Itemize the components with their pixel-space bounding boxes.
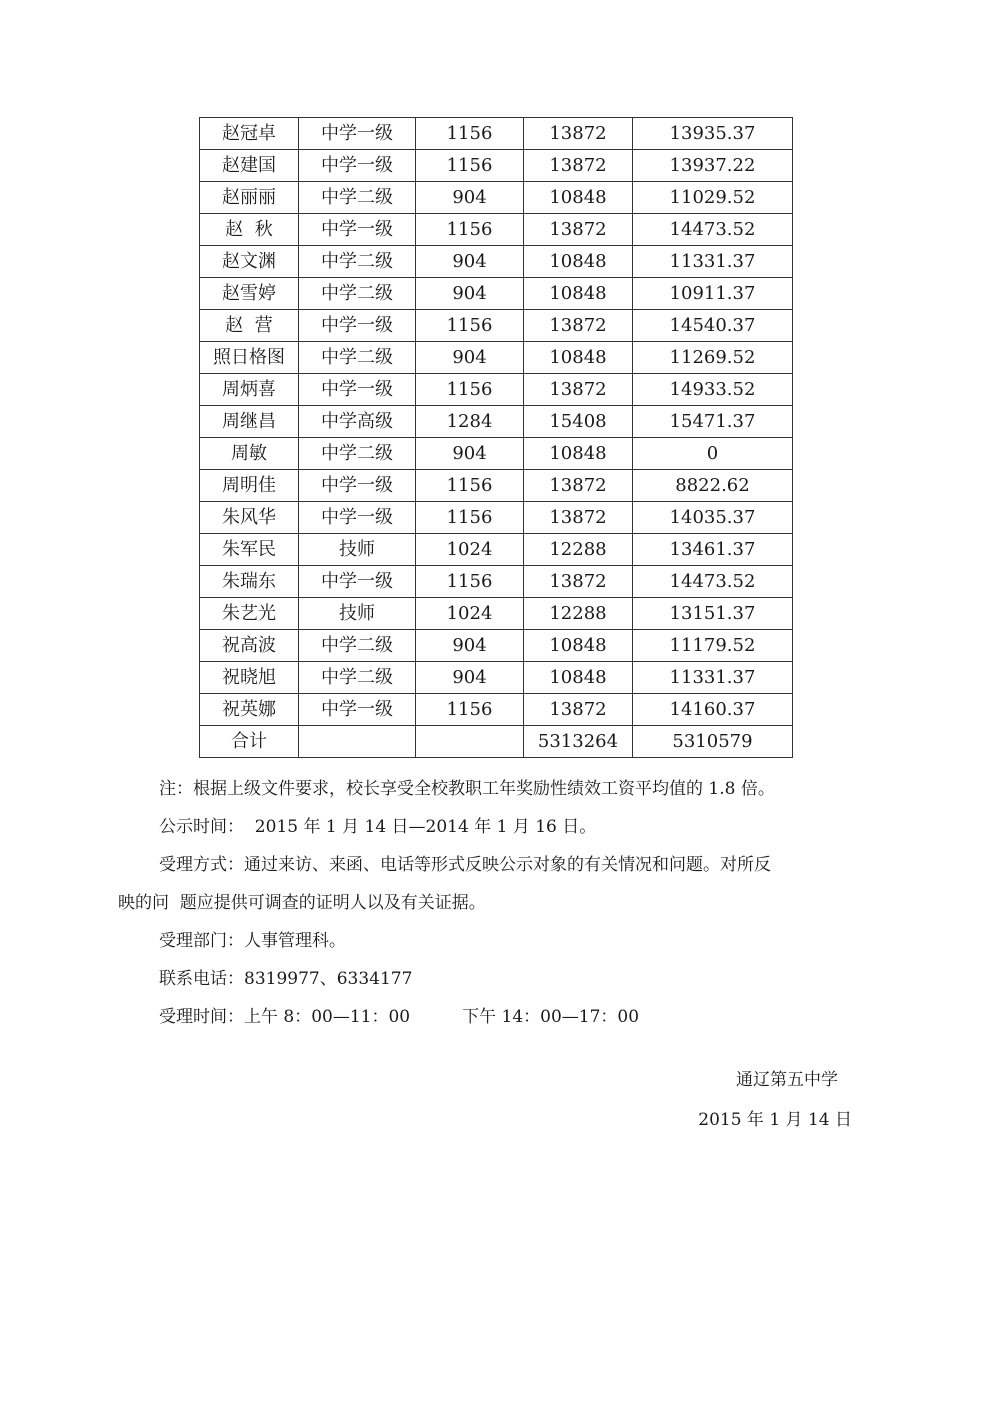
cell-actual: 11029.52 (633, 182, 793, 214)
total-label: 合计 (200, 726, 299, 758)
principal-note: 注：根据上级文件要求，校长享受全校教职工年奖励性绩效工资平均值的 1.8 倍。 (159, 779, 775, 799)
cell-name: 朱军民 (200, 534, 299, 566)
cell-total: 13872 (524, 502, 633, 534)
table-row (200, 470, 793, 502)
table-row (200, 406, 793, 438)
cell-total: 13872 (524, 310, 633, 342)
cell-actual: 11179.52 (633, 630, 793, 662)
cell-base: 1024 (416, 598, 524, 630)
cell-grade: 中学一级 (299, 374, 416, 406)
cell-grade: 中学一级 (299, 214, 416, 246)
total-row (200, 726, 793, 758)
cell-base: 904 (416, 246, 524, 278)
table-row (200, 694, 793, 726)
table-row (200, 118, 793, 150)
cell-actual: 14473.52 (633, 566, 793, 598)
acceptance-method-line1: 受理方式：通过来访、来函、电话等形式反映公示对象的有关情况和问题。对所反 (159, 855, 771, 875)
cell-grade: 中学高级 (299, 406, 416, 438)
contact-phone: 联系电话：8319977、6334177 (159, 969, 413, 989)
table-row (200, 502, 793, 534)
total-base-empty (416, 726, 524, 758)
cell-name: 周炳喜 (200, 374, 299, 406)
total-grade-empty (299, 726, 416, 758)
cell-name: 赵文渊 (200, 246, 299, 278)
cell-base: 904 (416, 630, 524, 662)
table-row (200, 566, 793, 598)
cell-grade: 中学一级 (299, 310, 416, 342)
cell-total: 10848 (524, 438, 633, 470)
cell-base: 1156 (416, 150, 524, 182)
table-row (200, 150, 793, 182)
cell-base: 1156 (416, 502, 524, 534)
cell-grade: 技师 (299, 534, 416, 566)
cell-total: 10848 (524, 246, 633, 278)
cell-name: 赵雪婷 (200, 278, 299, 310)
table-row (200, 214, 793, 246)
cell-grade: 中学一级 (299, 118, 416, 150)
cell-name: 祝高波 (200, 630, 299, 662)
cell-name: 赵 秋 (200, 214, 299, 246)
table-row (200, 662, 793, 694)
cell-base: 1156 (416, 566, 524, 598)
cell-base: 1156 (416, 374, 524, 406)
cell-base: 904 (416, 182, 524, 214)
cell-grade: 中学二级 (299, 342, 416, 374)
cell-name: 朱风华 (200, 502, 299, 534)
acceptance-method-line2: 映的问 题应提供可调查的证明人以及有关证据。 (118, 893, 486, 913)
cell-name: 祝晓旭 (200, 662, 299, 694)
cell-name: 赵冠卓 (200, 118, 299, 150)
cell-base: 1156 (416, 470, 524, 502)
cell-name: 赵丽丽 (200, 182, 299, 214)
cell-actual: 10911.37 (633, 278, 793, 310)
cell-actual: 14035.37 (633, 502, 793, 534)
cell-name: 照日格图 (200, 342, 299, 374)
table-row (200, 534, 793, 566)
acceptance-department: 受理部门：人事管理科。 (159, 931, 346, 951)
cell-grade: 中学一级 (299, 150, 416, 182)
cell-actual: 13461.37 (633, 534, 793, 566)
cell-total: 15408 (524, 406, 633, 438)
cell-base: 904 (416, 662, 524, 694)
cell-actual: 11331.37 (633, 246, 793, 278)
hours-afternoon: 下午 14：00—17：00 (462, 1007, 640, 1027)
cell-total: 13872 (524, 566, 633, 598)
cell-name: 赵建国 (200, 150, 299, 182)
cell-grade: 中学二级 (299, 662, 416, 694)
hours-morning: 受理时间：上午 8：00—11：00 (159, 1007, 411, 1027)
cell-actual: 14160.37 (633, 694, 793, 726)
cell-actual: 14473.52 (633, 214, 793, 246)
cell-actual: 8822.62 (633, 470, 793, 502)
signature-block (698, 1060, 852, 1140)
cell-base: 904 (416, 278, 524, 310)
table-row (200, 182, 793, 214)
acceptance-hours (118, 998, 878, 1036)
table-row (200, 374, 793, 406)
cell-actual: 14540.37 (633, 310, 793, 342)
cell-total: 13872 (524, 374, 633, 406)
cell-base: 904 (416, 438, 524, 470)
cell-actual: 13935.37 (633, 118, 793, 150)
total-actual-sum: 5310579 (633, 726, 793, 758)
cell-grade: 技师 (299, 598, 416, 630)
cell-grade: 中学一级 (299, 470, 416, 502)
cell-name: 周继昌 (200, 406, 299, 438)
cell-actual: 14933.52 (633, 374, 793, 406)
cell-total: 13872 (524, 694, 633, 726)
cell-base: 1024 (416, 534, 524, 566)
cell-total: 12288 (524, 598, 633, 630)
cell-grade: 中学二级 (299, 438, 416, 470)
cell-grade: 中学一级 (299, 502, 416, 534)
cell-base: 1156 (416, 694, 524, 726)
table-row (200, 438, 793, 470)
cell-base: 1284 (416, 406, 524, 438)
cell-actual: 13937.22 (633, 150, 793, 182)
issuing-organization: 通辽第五中学 (736, 1070, 838, 1090)
cell-actual: 11269.52 (633, 342, 793, 374)
cell-total: 13872 (524, 214, 633, 246)
cell-total: 10848 (524, 342, 633, 374)
cell-grade: 中学二级 (299, 278, 416, 310)
table-row (200, 310, 793, 342)
cell-base: 1156 (416, 214, 524, 246)
cell-actual: 13151.37 (633, 598, 793, 630)
issue-date: 2015 年 1 月 14 日 (698, 1110, 852, 1130)
cell-name: 朱瑞东 (200, 566, 299, 598)
cell-grade: 中学二级 (299, 630, 416, 662)
cell-actual: 0 (633, 438, 793, 470)
table-row (200, 278, 793, 310)
cell-grade: 中学二级 (299, 246, 416, 278)
cell-total: 10848 (524, 662, 633, 694)
total-sum: 5313264 (524, 726, 633, 758)
cell-grade: 中学一级 (299, 694, 416, 726)
cell-actual: 15471.37 (633, 406, 793, 438)
cell-name: 祝英娜 (200, 694, 299, 726)
publicity-time: 公示时间： 2015 年 1 月 14 日—2014 年 1 月 16 日。 (159, 817, 597, 837)
cell-grade: 中学二级 (299, 182, 416, 214)
cell-total: 10848 (524, 278, 633, 310)
cell-name: 周敏 (200, 438, 299, 470)
cell-base: 904 (416, 342, 524, 374)
cell-total: 12288 (524, 534, 633, 566)
salary-table-body (200, 118, 793, 758)
cell-total: 10848 (524, 630, 633, 662)
table-row (200, 598, 793, 630)
cell-actual: 11331.37 (633, 662, 793, 694)
table-row (200, 246, 793, 278)
cell-total: 10848 (524, 182, 633, 214)
cell-base: 1156 (416, 118, 524, 150)
table-row (200, 630, 793, 662)
notice-section (118, 770, 878, 1036)
cell-name: 赵 营 (200, 310, 299, 342)
salary-table (199, 117, 793, 758)
cell-total: 13872 (524, 150, 633, 182)
cell-total: 13872 (524, 470, 633, 502)
table-row (200, 342, 793, 374)
cell-grade: 中学一级 (299, 566, 416, 598)
cell-total: 13872 (524, 118, 633, 150)
cell-name: 朱艺光 (200, 598, 299, 630)
cell-name: 周明佳 (200, 470, 299, 502)
cell-base: 1156 (416, 310, 524, 342)
